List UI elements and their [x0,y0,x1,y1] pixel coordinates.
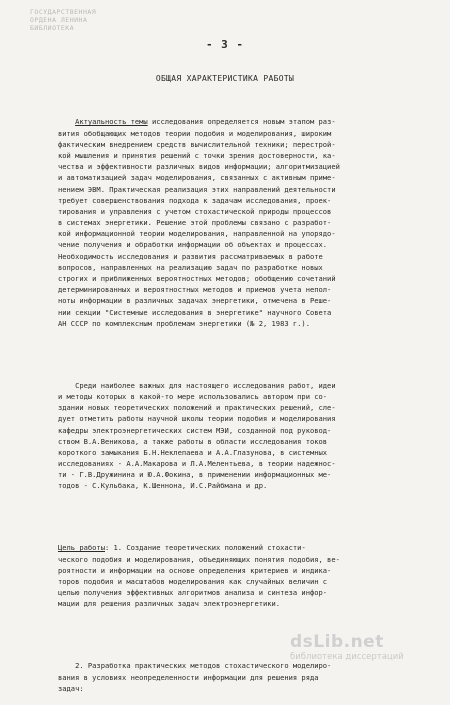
text-line [58,273,430,284]
text-line [58,206,430,217]
text-line [58,172,430,183]
text-line [58,380,430,391]
line-text: здании новых теоретических положений и практических решений, сле- [58,403,336,413]
text-line [58,150,430,161]
section-heading: ОБЩАЯ ХАРАКТЕРИСТИКА РАБОТЫ [155,74,295,83]
line-text: исследованиях - А.А.Макарова и Л.А.Мелентьева, в теории надежнос- [58,459,336,469]
line-text: строгих и приближенных вероятностных методов; обобщению сочетаний [58,274,336,284]
line-text: исследования определяется новым этапом раз- [147,117,336,127]
line-text: Необходимость исследования и развития рассматриваемых в работе [58,251,323,261]
line-text: ти - Г.В.Дружинина и Ю.А.Фокина, в применении информационных ме- [58,470,332,480]
line-text: задач: [58,683,84,693]
text-line [58,576,430,587]
paragraph-relevance [58,116,430,329]
line-text: детерминированных и вероятностных методов и приемов учета непол- [58,285,332,295]
text-line [58,318,430,329]
text-line [58,139,430,150]
document-body [58,94,430,705]
line-text: ством В.А.Веникова, а также работы в области исследования токов [58,436,328,446]
text-line [58,598,430,609]
line-text: целью получения эффективных алгоритмов анализа и синтеза инфор- [58,588,328,598]
line-text: вития обобщающих методов теории подобия и моделирования, широким [58,128,332,138]
line-text: нии секции "Системные исследования в энергетике" научного Совета [58,307,332,317]
text-line [58,391,430,402]
line-text: : 1. Создание теоретических положений стохасти- [104,543,306,553]
text-line [58,116,430,127]
line-text: чение получения и обработки информации об объектах и процессах. [58,240,328,250]
line-text: Среди наиболее важных для настоящего исследования работ, идеи [58,380,336,390]
text-line [58,587,430,598]
page-number: - 3 - [205,38,245,51]
stamp-line: ОРДЕНА ЛЕНИНА [30,16,88,24]
stamp-line: ГОСУДАРСТВЕННАЯ [30,8,97,16]
text-line [58,161,430,172]
text-line [58,683,430,694]
line-text: тодов - С.Кульбака, К.Шеннона, И.С.Райбмана и др. [58,481,268,491]
watermark-subtitle: библиотека диссертаций [290,652,404,662]
paragraph-goals [58,542,430,609]
text-line [58,413,430,424]
line-text: 2. Разработка практических методов стохастического моделиро- [58,661,332,671]
line-text: кафедры электроэнергетических систем МЭИ, созданной под руковод- [58,425,332,435]
line-text: требует совершенствования подхода к задачам исследования, проек- [58,195,332,205]
text-line [58,480,430,491]
text-line [58,402,430,413]
line-text: АН СССР по комплексным проблемам энергетики (№ 2, 1983 г.). [58,318,310,328]
line-text: фактическим внедрением средств вычислительной техники; перестрой- [58,139,336,149]
line-text: в системах энергетики. Решение этой проблемы связано с разработ- [58,218,332,228]
underlined-term: Актуальность темы [75,117,148,127]
text-line [58,217,430,228]
line-text: мации для решения различных задач электроэнергетики. [58,599,281,609]
underlined-term: Цель работы [58,543,105,553]
stamp-line: БИБЛИОТЕКА [30,24,75,32]
line-text: кой мышления и принятия решений с точки зрения достоверности, ка- [58,150,336,160]
paragraph-methods [58,660,430,694]
text-line [58,436,430,447]
line-text: кой информационной теории моделирования, направленной на упорядо- [58,229,336,239]
text-line [58,425,430,436]
text-line [58,284,430,295]
text-line [58,660,430,671]
text-line [58,239,430,250]
text-line [58,672,430,683]
text-line [58,307,430,318]
text-line [58,251,430,262]
text-line [58,128,430,139]
text-line [58,262,430,273]
line-text: торов подобия и масштабов моделирования как случайных величин с [58,577,328,587]
text-line [58,554,430,565]
line-text: нением ЭВМ. Практическая реализация этих направлений деятельности [58,184,336,194]
line-text: вопросов, направленных на реализацию задач по разработке новых [58,262,323,272]
text-line [58,228,430,239]
line-text: и автоматизацией задач моделирования, связанных с активным приме- [58,173,336,183]
line-text: и методы которых в какой-то мере использовались автором при со- [58,391,328,401]
line-text: ческого подобия и моделирования, объединяющих понятия подобия, ве- [58,554,340,564]
library-stamp [30,8,120,32]
line-text: чества и эффективности различных видов информации; алгоритмизацией [58,162,340,172]
line-text: ноты информации в различных задачах энергетики, отмечена в Реше- [58,296,332,306]
text-line [58,542,430,553]
watermark-logo: dsLib.net [290,632,384,652]
text-line [58,469,430,480]
text-line [58,458,430,469]
line-text: роятности и информации на основе определения критериев и индика- [58,565,332,575]
text-line [58,447,430,458]
text-line [58,195,430,206]
text-line [58,565,430,576]
line-text: тирования и управления с учетом стохастической природы процессов [58,206,332,216]
text-line [58,295,430,306]
paragraph-prior-work [58,380,430,492]
line-text: короткого замыкания Б.Н.Неклепаева и А.А.Глазунова, в системных [58,447,328,457]
watermark [290,632,440,662]
text-line [58,184,430,195]
line-text: вания в условиях неопределенности информации для решения ряда [58,672,319,682]
line-text: дует отметить работы научной школы теории подобия и моделирования [58,414,336,424]
